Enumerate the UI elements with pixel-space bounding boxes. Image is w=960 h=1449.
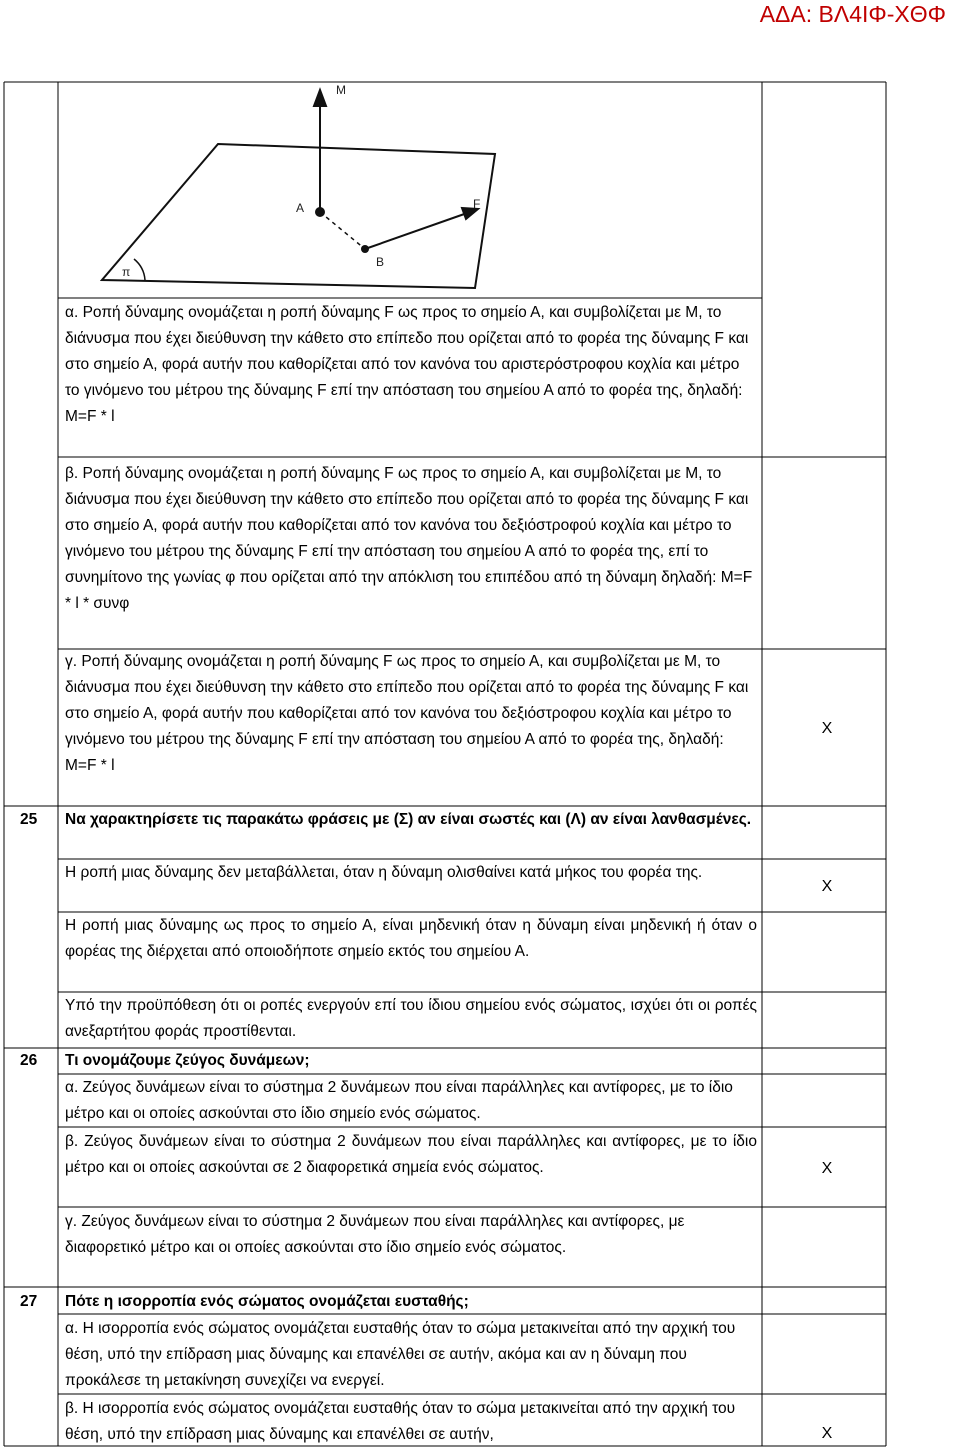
q25-option-1-mark: X (821, 878, 833, 895)
option-text: α. Η ισορροπία ενός σώματος ονομάζεται ευσταθής όταν το σώμα μετακινείται από την αρχική του θέση, υπό την επίδραση μιας δύναμης και επανέλθει σε αυτήν, ακόμα και αν η δύναμη που προκάλεσε τη μετακίνηση συνεχίζει να ενεργεί. (65, 1320, 736, 1389)
label-force: F (473, 197, 481, 211)
option-text: α. Ζεύγος δυνάμεων είναι το σύστημα 2 δυνάμεων που είναι παράλληλες και αντίφορες, με το ίδιο μέτρο και οι οποίες ασκούνται στο ίδιο σημείο ενός σώματος. (65, 1079, 733, 1122)
q24-option-c-mark: X (821, 720, 833, 737)
label-point-a: A (296, 201, 305, 215)
q26-number: 26 (20, 1052, 38, 1069)
option-text: Η ροπή μιας δύναμης δεν μεταβάλλεται, όταν η δύναμη ολισθαίνει κατά μήκος του φορέα της. (65, 864, 703, 881)
force-vector (365, 212, 470, 249)
option-text: β. Η ισορροπία ενός σώματος ονομάζεται ευσταθής όταν το σώμα μετακινείται από την αρχική του θέση, υπό την επίδραση μιας δύναμης και επανέλθει σε αυτήν, (65, 1400, 736, 1443)
point-b-dot (361, 245, 369, 253)
label-point-b: B (376, 255, 385, 269)
moment-arrowhead (314, 90, 326, 106)
plane-outline (102, 144, 495, 288)
q26-option-c[interactable] (65, 1209, 757, 1261)
q25-number: 25 (20, 811, 38, 828)
option-text: γ. Ροπή δύναμης ονομάζεται η ροπή δύναμης F ως προς το σημείο Α, και συμβολίζεται με Μ, το διάνυσμα που έχει διεύθυνση την κάθετο στο επίπεδο που ορίζεται από το φορέα της δύναμης F και στο σημείο Α, φορά αυτήν που καθορίζεται από τον κανόνα του δεξιόστροφου κοχλία και μέτρο το γινόμενο του μέτρου της δύναμης F επί την απόσταση του σημείου Α από το φορέα της, δηλαδή: Μ=F * l (65, 653, 749, 774)
option-text: Υπό την προϋπόθεση ότι οι ροπές ενεργούν επί του ίδιου σημείου ενός σώματος, ισχύει ότι οι ροπές ανεξαρτήτου φοράς προστίθενται. (65, 997, 757, 1040)
q27-option-a[interactable] (65, 1316, 757, 1394)
point-a-dot (315, 207, 325, 217)
q27-number: 27 (20, 1293, 38, 1310)
q26-option-b[interactable] (65, 1129, 757, 1181)
q27-option-b[interactable] (65, 1396, 757, 1448)
lever-arm (320, 212, 365, 249)
label-plane: π (122, 265, 131, 279)
q24-option-a[interactable] (65, 300, 757, 430)
q27-option-b-mark: X (821, 1425, 833, 1442)
q26-option-b-mark: X (821, 1160, 833, 1177)
option-text: γ. Ζεύγος δυνάμεων είναι το σύστημα 2 δυνάμεων που είναι παράλληλες και αντίφορες, με διαφορετικό μέτρο και οι οποίες ασκούνται στο ίδιο σημείο ενός σώματος. (65, 1213, 685, 1256)
q25-option-2[interactable] (65, 913, 757, 965)
option-text: α. Ροπή δύναμης ονομάζεται η ροπή δύναμης F ως προς το σημείο Α, και συμβολίζεται με Μ, το διάνυσμα που έχει διεύθυνση την κάθετο στο επίπεδο που ορίζεται από το φορέα της δύναμης F και στο σημείο Α, φορά αυτήν που καθορίζεται από τον κανόνα του αριστερόστροφου κοχλία και μέτρο το γινόμενο του μέτρου της δύναμης F επί την απόσταση του σημείου Α από το φορέα της, δηλαδή: Μ=F * l (65, 304, 749, 425)
q26-option-a[interactable] (65, 1075, 757, 1127)
moment-diagram (100, 84, 500, 292)
option-text: β. Ζεύγος δυνάμεων είναι το σύστημα 2 δυνάμεων που είναι παράλληλες και αντίφορες, με το ίδιο μέτρο και οι οποίες ασκούνται σε 2 διαφορετικά σημεία ενός σώματος. (65, 1133, 757, 1176)
q25-option-3[interactable] (65, 993, 757, 1045)
question-text: Να χαρακτηρίσετε τις παρακάτω φράσεις με (Σ) αν είναι σωστές και (Λ) αν είναι λανθασμένες. (65, 811, 752, 828)
question-text: Πότε η ισορροπία ενός σώματος ονομάζεται ευσταθής; (65, 1293, 469, 1310)
q24-option-c[interactable] (65, 649, 757, 779)
q24-option-b[interactable] (65, 461, 757, 617)
label-moment: M (336, 84, 346, 97)
angle-arc (134, 259, 145, 280)
q27-question (65, 1289, 757, 1315)
option-text: Η ροπή μιας δύναμης ως προς το σημείο Α, είναι μηδενική όταν η δύναμη είναι μηδενική ή όταν ο φορέας της διέρχεται από οποιοδήποτε σημείο εκτός του σημείου Α. (65, 917, 757, 960)
q25-option-1[interactable] (65, 860, 757, 886)
q25-question (65, 807, 757, 833)
question-text: Τι ονομάζουμε ζεύγος δυνάμεων; (65, 1052, 310, 1069)
document-reference-header: ΑΔΑ: ΒΛ4ΙΦ-ΧΘΦ (759, 1, 946, 27)
option-text: β. Ροπή δύναμης ονομάζεται η ροπή δύναμης F ως προς το σημείο Α, και συμβολίζεται με Μ, το διάνυσμα που έχει διεύθυνση την κάθετο στο επίπεδο που ορίζεται από το φορέα της δύναμης F και στο σημείο Α, φορά αυτήν που καθορίζεται από τον κανόνα του δεξιόστροφού κοχλία και μέτρο το γινόμενο του μέτρου της δύναμης F επί την απόσταση του σημείου Α από το φορέα της, επί το συνημίτονο της γωνίας φ που ορίζεται από την απόκλιση του επιπέδου από τη δύναμη δηλαδή: Μ=F * l * συνφ (65, 465, 753, 612)
q26-question (65, 1048, 757, 1074)
